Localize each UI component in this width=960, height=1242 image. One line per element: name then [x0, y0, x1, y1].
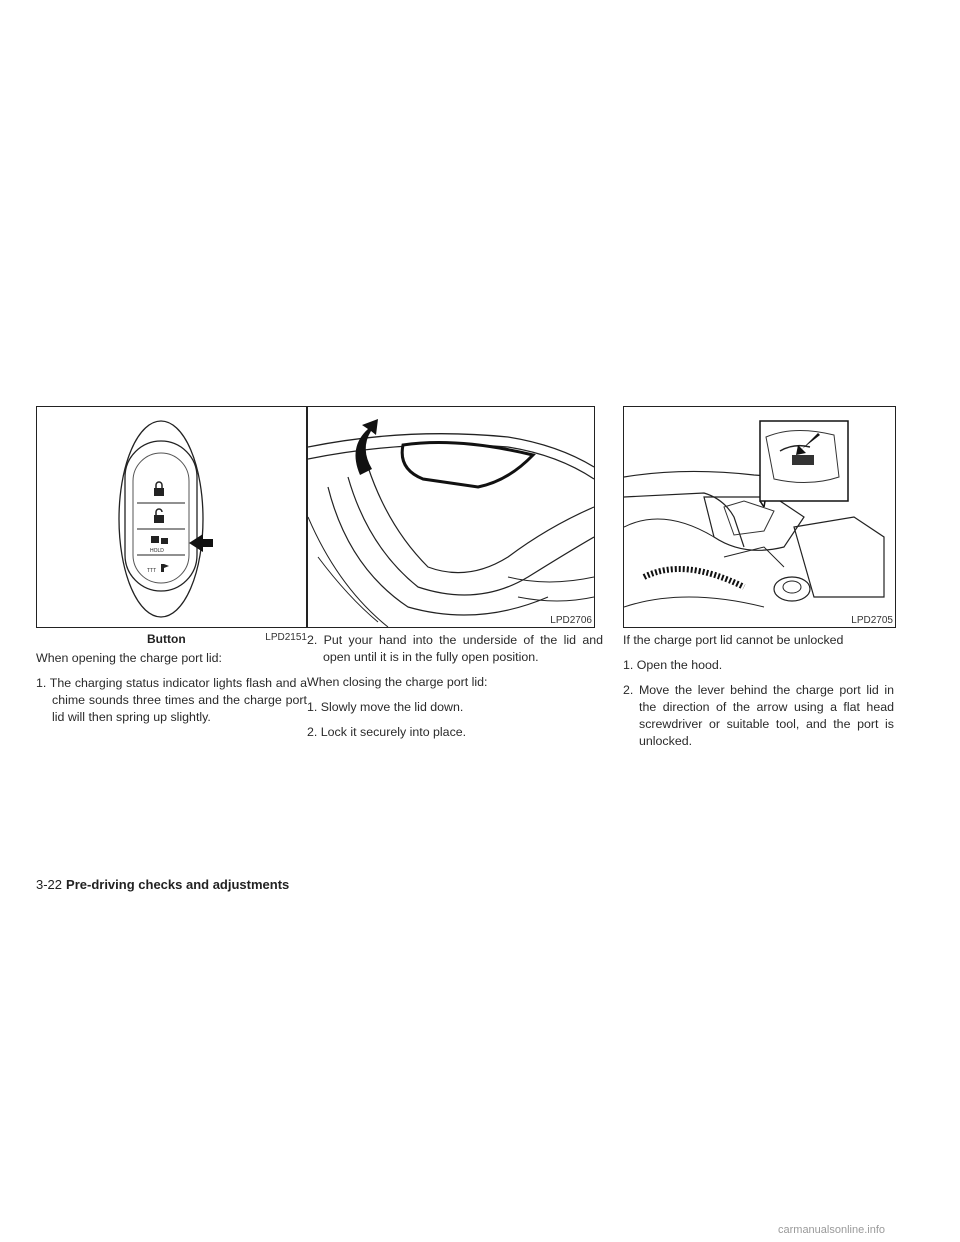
key-fob-illustration — [37, 407, 306, 627]
charge-port-lid-illustration — [308, 407, 594, 627]
list-item: 2. Lock it securely into place. — [307, 725, 467, 739]
charge-port-lid — [402, 443, 533, 487]
section-heading: If the charge port lid cannot be unlocked — [623, 633, 844, 647]
col2-text — [307, 632, 603, 749]
list-item: 2. Move the lever behind the charge port lid in the direction of the arrow using a flat head screwdriver or suitable tool, and the port is unlocked. — [623, 683, 894, 748]
col3-text — [623, 632, 894, 758]
charge-port-lid-figure — [307, 406, 595, 628]
figure-code: LPD2151 — [265, 632, 307, 643]
col1-text — [36, 650, 307, 734]
key-fob-figure — [36, 406, 307, 628]
list-item: 1. Open the hood. — [623, 658, 723, 672]
svg-text:HOLD: HOLD — [150, 548, 164, 554]
svg-text:TTT: TTT — [147, 568, 157, 574]
page-footer — [36, 877, 289, 892]
list-item: 1. Slowly move the lid down. — [307, 700, 464, 714]
watermark: carmanualsonline.info — [778, 1224, 886, 1236]
engine-bay-illustration — [624, 407, 895, 627]
section-heading: When opening the charge port lid: — [36, 651, 222, 665]
figure-code: LPD2706 — [550, 615, 592, 626]
figure-code: LPD2705 — [851, 615, 893, 626]
arrow-up-icon — [356, 419, 379, 475]
section-title: Pre-driving checks and adjustments — [66, 877, 290, 892]
hood-release-figure — [623, 406, 896, 628]
column-2 — [307, 406, 603, 739]
column-1 — [36, 406, 307, 724]
page-number: 3-22 — [36, 877, 63, 892]
list-item: 2. Put your hand into the underside of the lid and open until it is in the fully open position. — [307, 633, 603, 664]
list-item: 1. The charging status indicator lights flash and a chime sounds three times and the charge port lid will then spring up slightly. — [36, 676, 307, 724]
section-heading: When closing the charge port lid: — [307, 675, 488, 689]
column-3 — [623, 406, 894, 748]
figure-label: Button — [147, 632, 186, 646]
